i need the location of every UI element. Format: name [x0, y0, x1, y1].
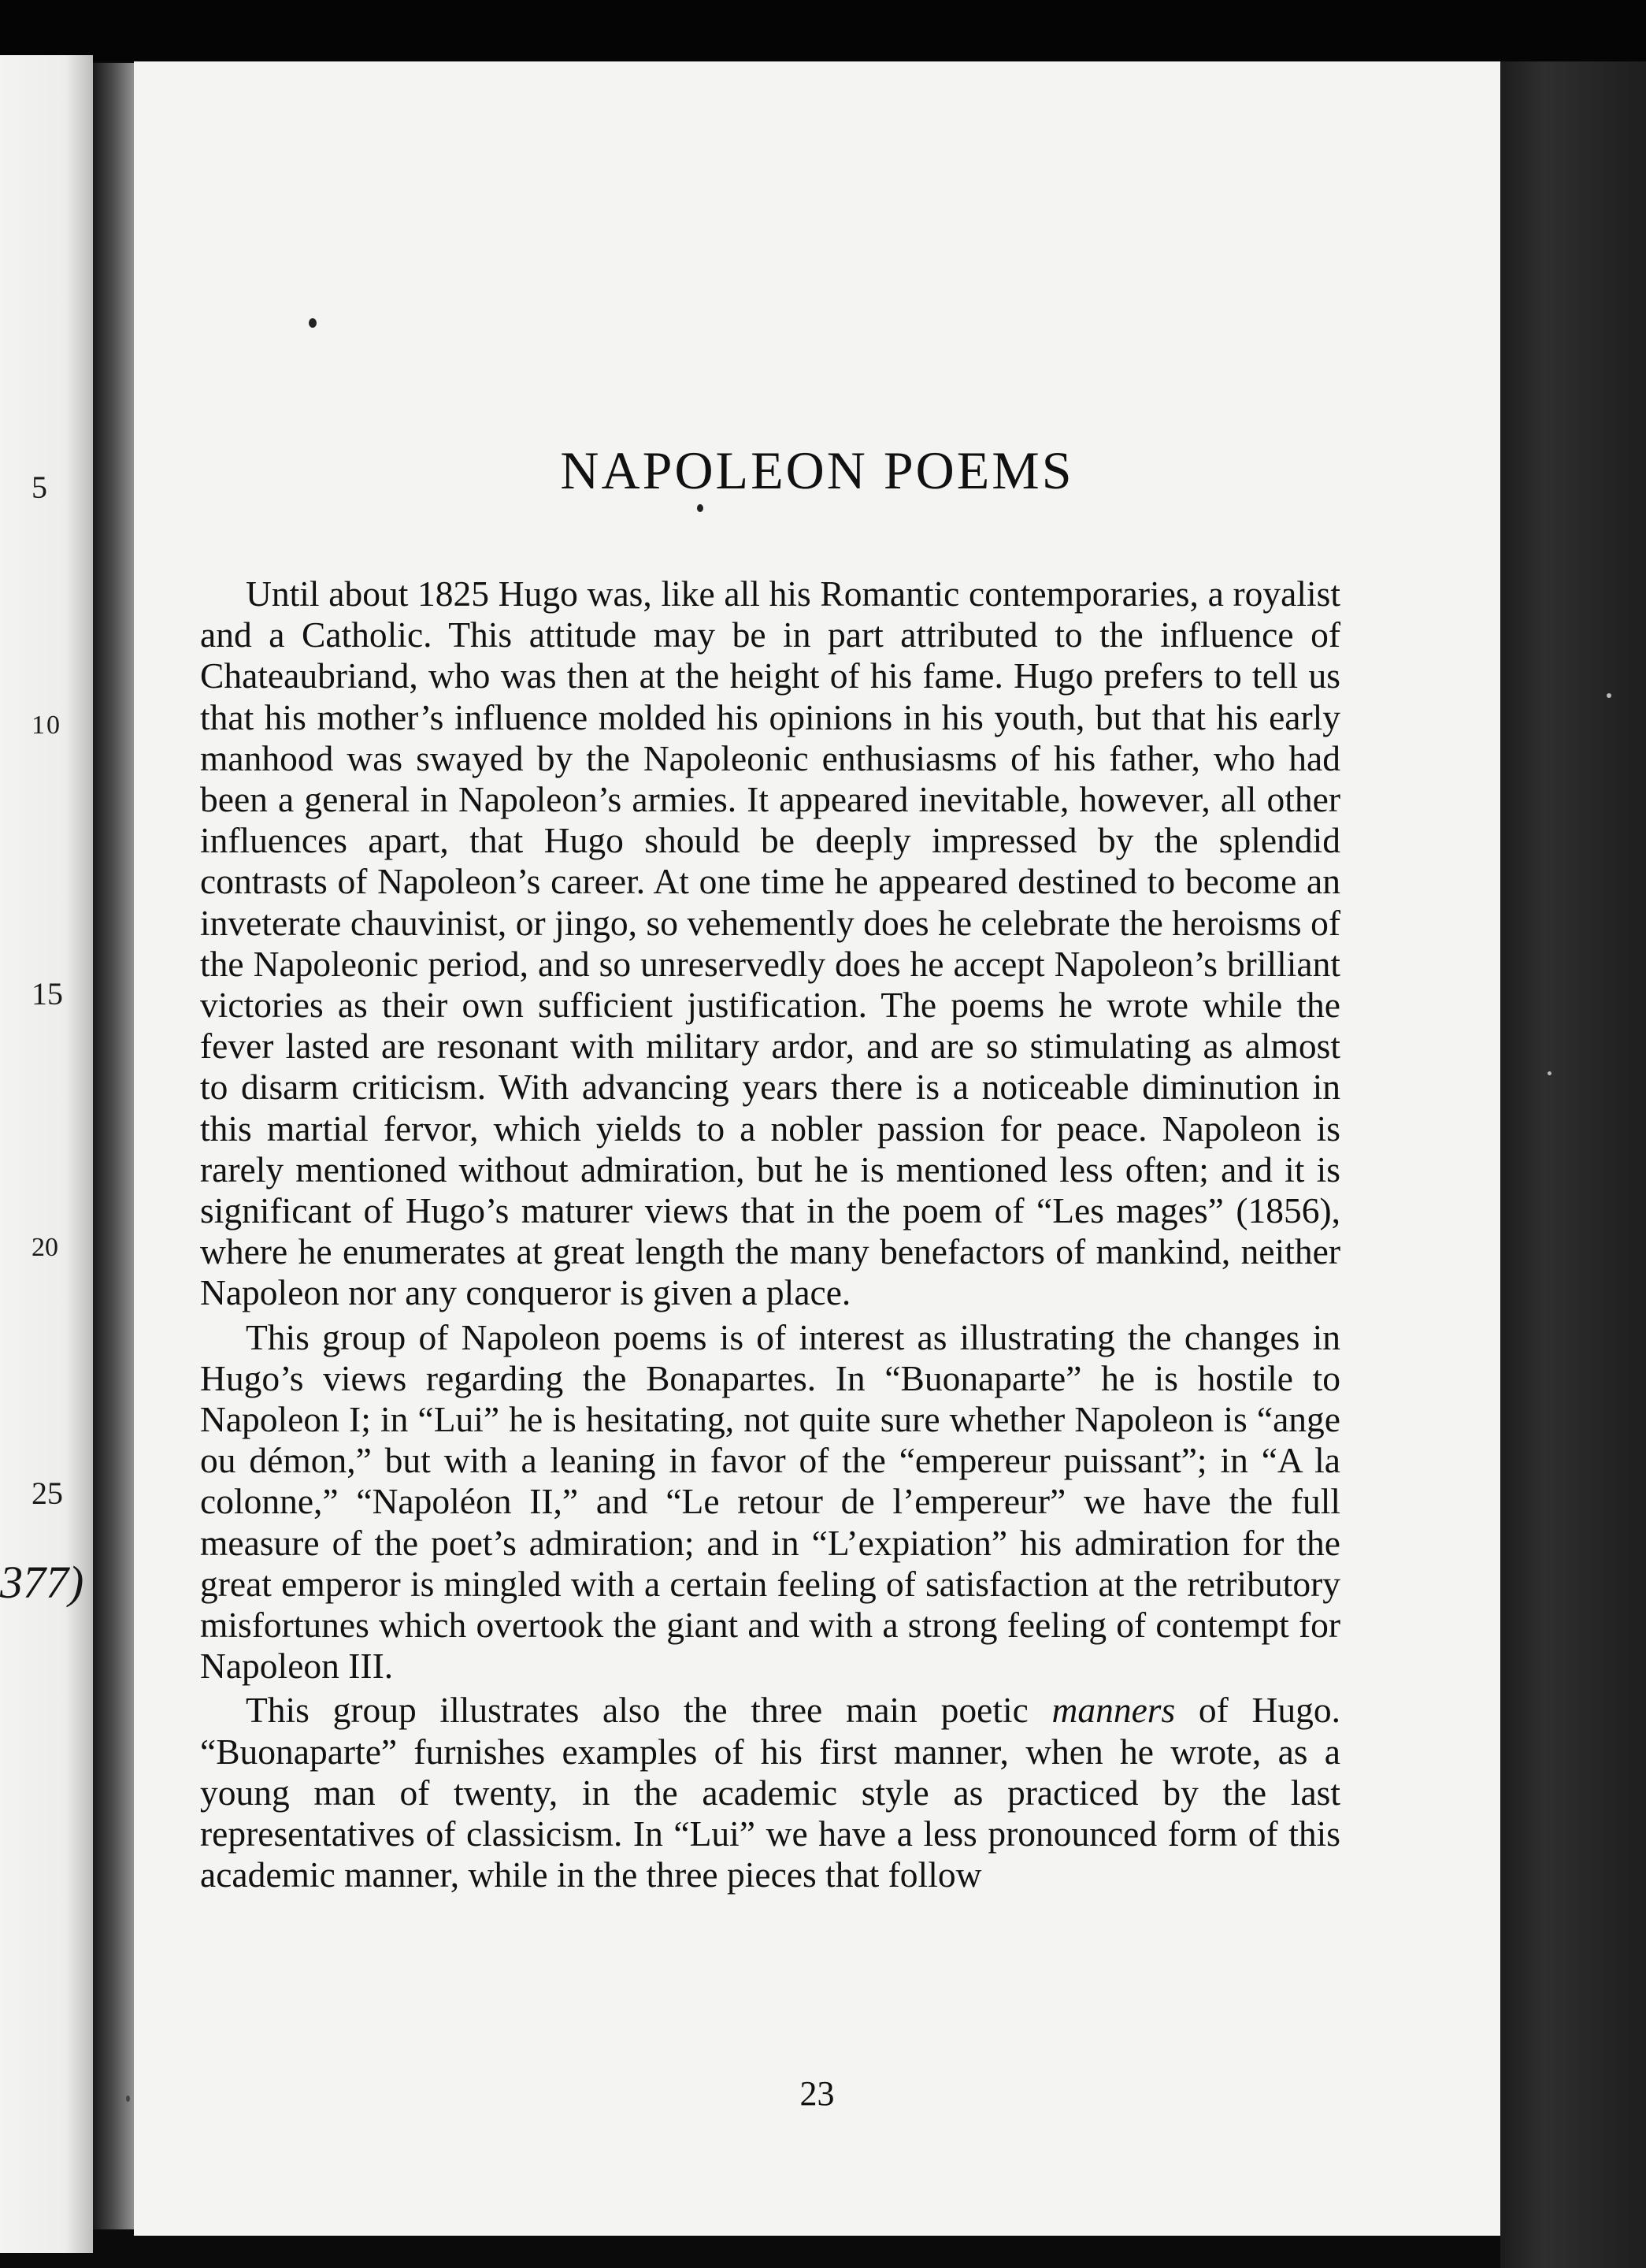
- ink-mark: [309, 318, 317, 328]
- paragraph-1: Until about 1825 Hugo was, like all his Romantic contemporaries, a royalist and a Catholic. This attitude may be in part attributed to the influence of Chateaubriand, who was then at the height of his fame. Hugo prefers to tell us that his mother’s influence molded his opinions in his youth, but that his early manhood was swayed by the Napoleonic enthusiasms of his father, who had been a general in Napoleon’s armies. It appeared inevitable, however, all other influences apart, that Hugo should be deeply impressed by the splendid contrasts of Napoleon’s career. At one time he appeared destined to become an inveterate chauvinist, or jingo, so vehemently does he celebrate the heroisms of the Napoleonic period, and so unreservedly does he accept Napoleon’s brilliant victories as their own sufficient justification. The poems he wrote while the fever lasted are resonant with military ardor, and are so stimulating as almost to disarm criticism. With advancing years there is a noticeable diminution in this martial fervor, which yields to a nobler passion for peace. Napoleon is rarely mentioned without admiration, but he is mentioned less often; and it is significant of Hugo’s maturer views that in the poem of “Les mages” (1856), where he enumerates at great length the many benefactors of mankind, neither Napoleon nor any conqueror is given a place.: [200, 573, 1340, 1313]
- paragraph-3-start: This group illustrates also the three main poetic: [246, 1690, 1052, 1731]
- title-ornament: [697, 504, 703, 512]
- line-number-5: 5: [32, 470, 47, 505]
- line-number-15: 15: [32, 976, 63, 1012]
- paragraph-2: This group of Napoleon poems is of interest as illustrating the changes in Hugo’s views regarding the Bonapartes. In “Buonaparte” he is hostile to Napoleon I; in “Lui” he is hesitating, not quite sure whether Napoleon is “ange ou démon,” but with a leaning in favor of the “empereur puissant”; in “A la colonne,” “Napoléon II,” and “Le retour de l’empereur” we have the full measure of the poet’s admiration; and in “L’expiation” his admiration for the great emperor is mingled with a certain feeling of satisfaction at the retributory misfortunes which overtook the giant and with a strong feeling of contempt for Napoleon III.: [200, 1316, 1340, 1687]
- scan-speck: [1548, 1071, 1551, 1075]
- scan-speck: [126, 2095, 130, 2102]
- line-number-20: 20: [32, 1233, 58, 1262]
- paragraph-3-end: of Hugo. “Buonaparte” furnishes examples of his first manner, when he wrote, as a young man of twenty, in the academic style as practiced by the last representatives of classicism. In “Lui” we have a less pronounced form of this academic manner, while in the three pieces that follow: [200, 1690, 1340, 1895]
- line-number-10: 10: [32, 711, 61, 740]
- right-edge-shadow: [1500, 61, 1646, 2268]
- left-page-edge: [0, 55, 93, 2253]
- body-text: [200, 573, 1340, 1899]
- left-page-text-fragment: 377): [0, 1557, 84, 1608]
- scan-speck: [1607, 693, 1611, 698]
- top-border: [0, 0, 1646, 61]
- paragraph-3: [200, 1690, 1340, 1895]
- page-title: NAPOLEON POEMS: [560, 440, 1074, 500]
- page-number: 23: [799, 2074, 835, 2113]
- paragraph-3-emphasis: manners: [1051, 1690, 1176, 1731]
- line-number-25: 25: [32, 1475, 63, 1511]
